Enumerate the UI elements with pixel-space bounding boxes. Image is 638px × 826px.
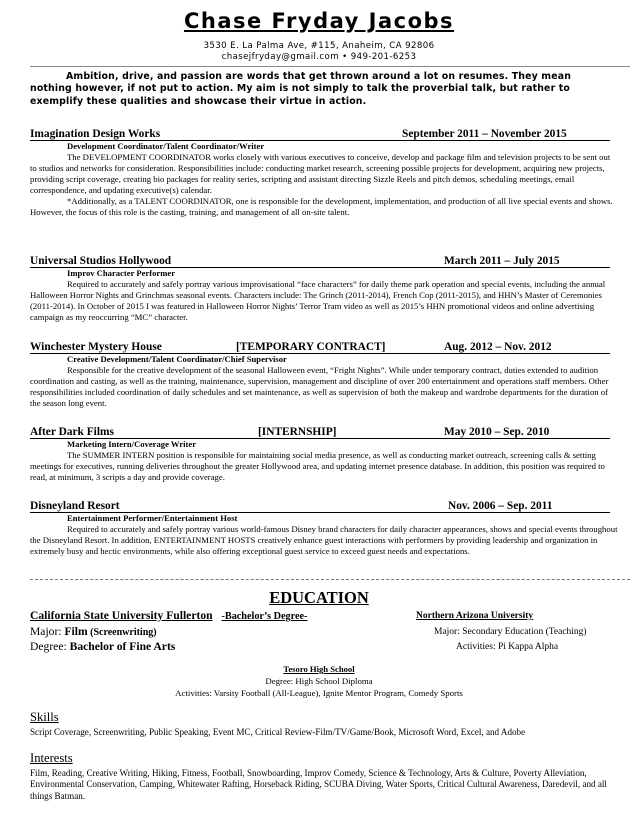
header-divider xyxy=(30,66,630,67)
major-label: Major: xyxy=(30,625,65,638)
high-school-name: Tesoro High School xyxy=(283,664,355,674)
job-header xyxy=(30,500,618,513)
education-row-degree xyxy=(30,640,616,654)
job-header-underline xyxy=(30,512,610,513)
job-company: Imagination Design Works xyxy=(30,128,161,140)
job-description: Required to accurately and safely portray various world-famous Disney brand characters for daily character appearances, shows and special events throughout the Disneyland Resort. In addition, ENTERTAINMENT HOSTS creatively enhance guest interactions with performers by providing leadership and organization in extremely busy and hectic environments, while also offering exceptional guest service to exceed guest needs and expectations. xyxy=(30,523,618,556)
nau-major: Major: Secondary Education (Teaching) xyxy=(434,627,587,637)
job-header xyxy=(30,128,618,141)
nau-name: Northern Arizona University xyxy=(416,611,534,621)
job-header-underline xyxy=(30,140,610,141)
high-school-degree: Degree: High School Diploma xyxy=(265,676,373,686)
objective-text: Ambition, drive, and passion are words that get thrown around a lot on resumes. They mean nothing however, if not put to action. My aim is not simply to talk the proverbial talk, but rather to exemplify these qualities and showcase their virtue in action. xyxy=(30,71,572,107)
interests-title: Interests xyxy=(30,751,73,765)
job-dates: Aug. 2012 – Nov. 2012 xyxy=(444,341,552,353)
job-dates: May 2010 – Sep. 2010 xyxy=(444,426,550,438)
degree-label: Degree: xyxy=(30,640,70,653)
job-imagination-design-works xyxy=(30,128,618,218)
major-extra: (Screenwriting) xyxy=(87,627,157,638)
job-role: Creative Development/Talent Coordinator/Chief Supervisor xyxy=(67,354,287,364)
csuf-degree: -Bachelor’s Degree- xyxy=(221,611,308,622)
job-tag: [TEMPORARY CONTRACT] xyxy=(236,341,386,353)
candidate-name: Chase Fryday Jacobs xyxy=(183,9,455,33)
job-company: After Dark Films xyxy=(30,426,114,438)
job-header xyxy=(30,255,618,268)
skills-text: Script Coverage, Screenwriting, Public Speaking, Event MC, Critical Review-Film/TV/Game/Book, Microsoft Word, Excel, and Adobe xyxy=(30,727,526,737)
experience-divider xyxy=(30,579,630,580)
job-role: Development Coordinator/Talent Coordinator/Writer xyxy=(67,141,265,151)
job-company: Winchester Mystery House xyxy=(30,341,162,353)
job-dates: Nov. 2006 – Sep. 2011 xyxy=(448,500,553,512)
education-row-major xyxy=(30,625,616,640)
job-header-underline xyxy=(30,438,610,439)
job-after-dark-films xyxy=(30,426,618,483)
job-header xyxy=(30,341,618,354)
job-description: The DEVELOPMENT COORDINATOR works closely with various executives to conceive, develop and package film and television projects to be sent out to studios and networks for consideration. Responsibilities include: conducting market research, screening possible projects for development, acquiring new projects, providing script coverage, creating bio packages for reality series, scripting and assistant directing Sizzle Reels and pitch demos, scheduling meetings, email correspondence, and updating executive(s) calendar. xyxy=(30,151,611,195)
job-dates: March 2011 – July 2015 xyxy=(444,255,560,267)
job-company: Universal Studios Hollywood xyxy=(30,255,172,267)
high-school-activities: Activities: Varsity Football (All-League), Ignite Mentor Program, Comedy Sports xyxy=(175,688,463,698)
education-row-schools xyxy=(30,609,616,624)
job-role: Entertainment Performer/Entertainment Host xyxy=(67,513,238,523)
job-header-underline xyxy=(30,267,610,268)
major-value: Film xyxy=(64,625,88,638)
job-description: Required to accurately and safely portray various improvisational “face characters” for daily theme park operation and special events, including the annual Halloween Horror Nights and Grinchmas seasonal events. Characters include: The Grinch (2011-2014), French Cop (2011-2015), and HHN’s Master of Ceremonies (2011-2014). In October of 2015 I was featured in Halloween Horror Nights’ Terror Tram video as well as 2015’s HHN promotional videos and online advertising campaign as my reoccurring “MC” character. xyxy=(30,278,606,322)
job-role: Marketing Intern/Coverage Writer xyxy=(67,439,197,449)
job-company: Disneyland Resort xyxy=(30,500,120,512)
job-role: Improv Character Performer xyxy=(67,268,176,278)
job-description-additional: *Additionally, as a TALENT COORDINATOR, one is responsible for the development, implementation, and production of all live special events and shows. However, the focus of this role is the casting, training, and management of all on-site talent. xyxy=(30,195,613,217)
nau-activities: Activities: Pi Kappa Alpha xyxy=(456,642,559,652)
job-tag: [INTERNSHIP] xyxy=(258,426,337,438)
contact-line: chasejfryday@gmail.com • 949-201-6253 xyxy=(221,52,417,62)
csuf-name: California State University Fullerton xyxy=(30,609,213,622)
education-title: EDUCATION xyxy=(269,588,369,607)
job-disneyland-resort xyxy=(30,500,618,557)
job-winchester-mystery-house xyxy=(30,341,618,409)
job-universal-studios xyxy=(30,255,618,323)
job-header xyxy=(30,426,618,439)
job-description: The SUMMER INTERN position is responsible for maintaining social media presence, as well as conducting market outreach, screening calls & setting meetings for executives, running deliveries throughout the greater Hollywood area, and updating internet presence database. In addition, this position was required to read, at minimum, 3 scripts a day and provide coverage. xyxy=(30,449,605,482)
job-dates: September 2011 – November 2015 xyxy=(402,128,567,140)
job-description: Responsible for the creative development of the seasonal Halloween event, “Fright Nights”. While under temporary contract, duties extended to audition coordination and casting, as well as the training, maintenance, supervision, management and discipline of over 200 entertainment and operations staff members. Other responsibilities included coordination of daily schedules and set maintenance, as well as supervision of both the makeup and wardrobe departments for the duration of the season long event. xyxy=(30,364,609,408)
degree-value: Bachelor of Fine Arts xyxy=(69,640,176,653)
job-header-underline xyxy=(30,353,610,354)
skills-title: Skills xyxy=(30,710,59,724)
interests-text: Film, Reading, Creative Writing, Hiking, Fitness, Football, Snowboarding, Improv Comedy, Science & Technology, Arts & Culture, Poverty Alleviation, Environmental Conservation, Camping, Whitewater Rafting, Horseback Riding, SCUBA Diving, Water Sports, Critical Cultural Awareness, Daredevil, and all things Batman. xyxy=(30,768,607,801)
objective-statement xyxy=(30,71,616,108)
address-line: 3530 E. La Palma Ave, #115, Anaheim, CA 92806 xyxy=(203,41,435,51)
